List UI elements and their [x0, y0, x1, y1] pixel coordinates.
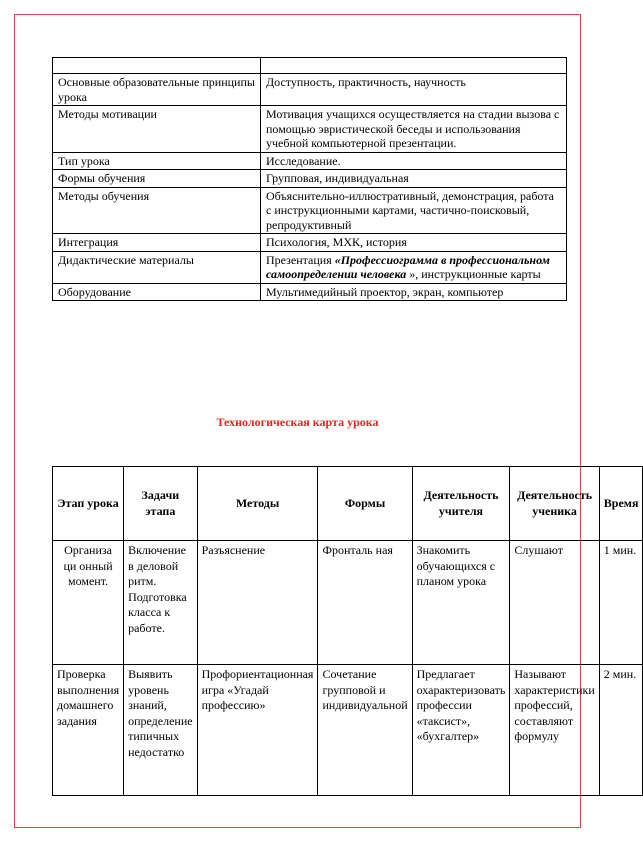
header-cell: Время [599, 467, 643, 541]
table-row [53, 58, 567, 74]
header-cell: Деятельность учителя [412, 467, 510, 541]
table-row [53, 74, 567, 106]
table-row [53, 234, 567, 252]
presentation-title: «Профессиограмма в профессиональном самоопределении человека [266, 252, 550, 281]
value-prefix: Презентация [266, 252, 335, 267]
row-label: Методы обучения [53, 187, 261, 234]
row-label: Интеграция [53, 234, 261, 252]
row-value: Исследование. [261, 152, 567, 170]
header-cell: Формы [318, 467, 412, 541]
table-cell: 2 мин. [599, 665, 643, 796]
table-cell: Выявить уровень знаний, определение типичных недостатко [124, 665, 198, 796]
header-cell: Деятельность ученика [510, 467, 599, 541]
table-cell: Разъяснение [197, 541, 318, 665]
table-cell: Профориентационная игра «Угадай профессию» [197, 665, 318, 796]
table-cell: Организа ци онный момент. [53, 541, 124, 665]
row-value: Групповая, индивидуальная [261, 170, 567, 188]
row-value [261, 251, 567, 283]
table-cell: Знакомить обучающихся с планом урока [412, 541, 510, 665]
table-row [53, 106, 567, 153]
table-header-row [53, 467, 643, 541]
table-row [53, 187, 567, 234]
row-label: Формы обучения [53, 170, 261, 188]
lesson-info-table [52, 57, 567, 301]
table-cell: Называют характеристики профессий, составляют формулу [510, 665, 599, 796]
row-value: Мультимедийный проектор, экран, компьютер [261, 283, 567, 301]
table-row [53, 541, 643, 665]
table-cell: Проверка выполнения домашнего задания [53, 665, 124, 796]
value-suffix: », инструкционные карты [406, 267, 541, 281]
row-label: Оборудование [53, 283, 261, 301]
table-row [53, 251, 567, 283]
row-value: Объяснительно-иллюстративный, демонстрация, работа с инструкционными картами, частично-поисковый, репродуктивный [261, 187, 567, 234]
row-value: Мотивация учащихся осуществляется на стадии вызова с помощью эвристической беседы и использования учебной компьютерной презентации. [261, 106, 567, 153]
table-row [53, 665, 643, 796]
table-cell: Предлагает охарактеризовать профессии «таксист», «бухгалтер» [412, 665, 510, 796]
header-cell: Методы [197, 467, 318, 541]
table-cell: 1 мин. [599, 541, 643, 665]
row-label: Методы мотивации [53, 106, 261, 153]
header-cell: Задачи этапа [124, 467, 198, 541]
row-label: Дидактические материалы [53, 251, 261, 283]
row-value: Психология, МХК, история [261, 234, 567, 252]
lesson-plan-table [52, 466, 643, 796]
table-row [53, 170, 567, 188]
header-cell: Этап урока [53, 467, 124, 541]
table-cell: Включение в деловой ритм. Подготовка класса к работе. [124, 541, 198, 665]
table-cell: Фронталь ная [318, 541, 412, 665]
section-title: Технологическая карта урока [216, 415, 379, 429]
table-cell: Сочетание групповой и индивидуальной [318, 665, 412, 796]
row-value: Доступность, практичность, научность [261, 74, 567, 106]
table-cell: Слушают [510, 541, 599, 665]
table-row [53, 152, 567, 170]
row-label: Основные образовательные принципы урока [53, 74, 261, 106]
table-row [53, 283, 567, 301]
row-label: Тип урока [53, 152, 261, 170]
